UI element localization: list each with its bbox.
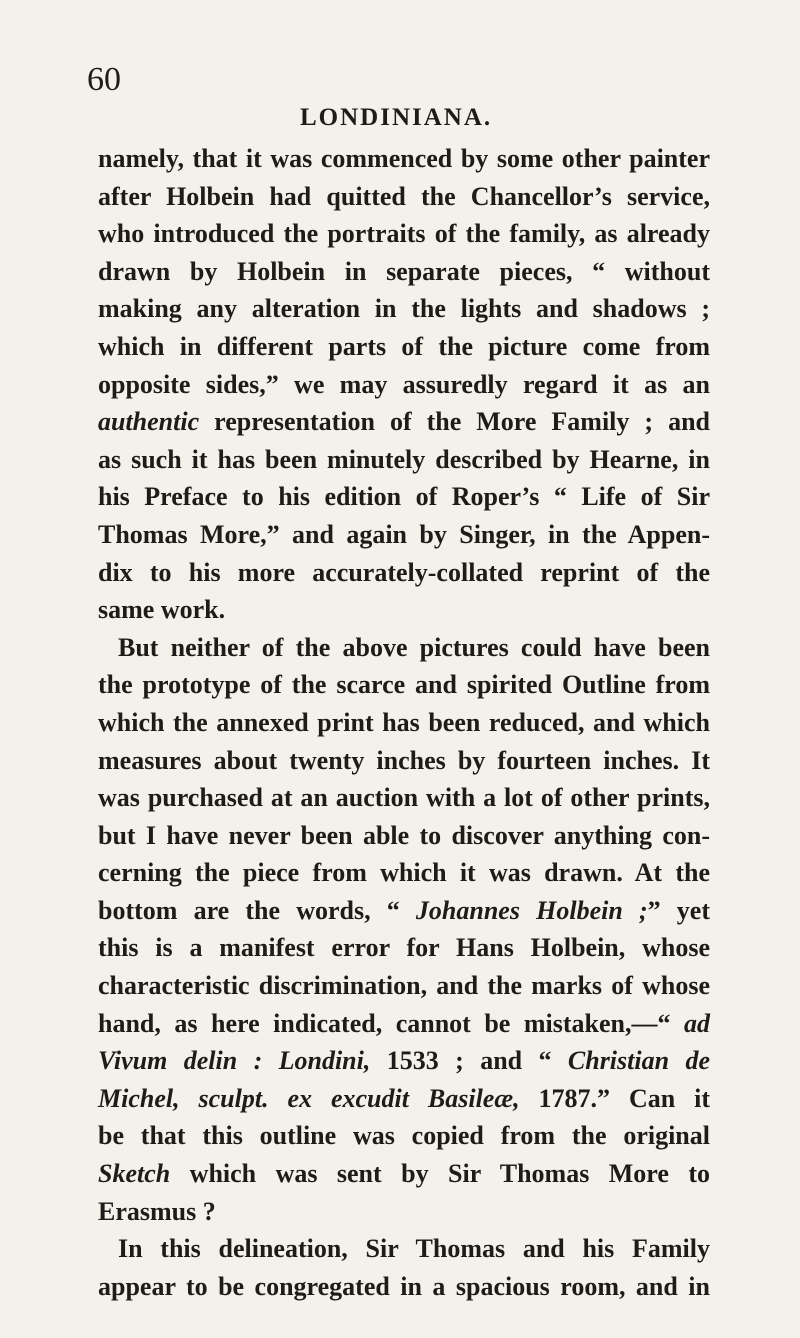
text-line: characteristic discrimination, and the marks of whose (98, 971, 710, 1001)
text-segment: representation of the More Family ; and (199, 407, 710, 437)
text-segment: 1533 ; and “ (370, 1046, 568, 1076)
text-line: cerning the piece from which it was drawn. At the (98, 858, 710, 888)
text-segment: bottom are the words, “ (98, 895, 416, 925)
text-line: as such it has been minutely described by Hearne, in (98, 444, 710, 474)
text-line (98, 403, 710, 441)
text-line (98, 1080, 710, 1118)
text-segment: hand, as here indicated, cannot be mistaken,—“ (98, 1008, 684, 1038)
text-line: same work. (98, 595, 226, 625)
text-line: drawn by Holbein in separate pieces, “ without (98, 256, 710, 286)
text-segment: which was sent by Sir Thomas More to (170, 1159, 710, 1189)
italic-segment: authentic (98, 407, 200, 437)
text-line: In this delineation, Sir Thomas and his Family (118, 1234, 710, 1264)
text-line: making any alteration in the lights and shadows ; (98, 294, 710, 324)
text-line: be that this outline was copied from the original (98, 1121, 710, 1151)
text-line: measures about twenty inches by fourteen inches. It (98, 745, 710, 775)
running-head: LONDINIANA. (300, 104, 493, 131)
text-line (98, 1005, 710, 1043)
italic-segment: Vivum delin : Londini, (98, 1046, 371, 1076)
text-line: which the annexed print has been reduced, and which (98, 707, 710, 737)
text-line: Thomas More,” and again by Singer, in the Appen- (98, 519, 710, 549)
text-line: his Preface to his edition of Roper’s “ Life of Sir (98, 482, 710, 512)
text-line: dix to his more accurately-collated reprint of the (98, 557, 710, 587)
text-line: the prototype of the scarce and spirited Outline from (98, 670, 710, 700)
text-line: opposite sides,” we may assuredly regard it as an (98, 369, 710, 399)
italic-segment: Michel, sculpt. ex excudit Basileæ, (98, 1083, 520, 1113)
page-number: 60 (87, 61, 121, 98)
text-line: appear to be congregated in a spacious room, and in (98, 1271, 710, 1301)
italic-segment: Christian de (567, 1046, 710, 1076)
italic-segment: Sketch (98, 1159, 171, 1189)
text-line (98, 1155, 710, 1193)
text-segment: 1787.” Can it (519, 1083, 710, 1113)
text-line: but I have never been able to discover anything con- (98, 820, 710, 850)
text-line: namely, that it was commenced by some other painter (98, 144, 710, 173)
text-line: But neither of the above pictures could have been (118, 632, 710, 662)
text-line: after Holbein had quitted the Chancellor’s service, (98, 181, 710, 211)
italic-segment: ad (684, 1008, 710, 1038)
text-line: Erasmus ? (98, 1196, 216, 1226)
text-line: was purchased at an auction with a lot of other prints, (98, 783, 710, 813)
text-segment: ” yet (647, 895, 710, 925)
body-text (98, 140, 710, 1305)
text-line (98, 892, 710, 930)
text-line: who introduced the portraits of the family, as already (98, 219, 710, 249)
text-line: which in different parts of the picture come from (98, 331, 710, 361)
text-line (98, 1042, 710, 1080)
text-line: this is a manifest error for Hans Holbein, whose (98, 933, 710, 963)
italic-segment: Johannes Holbein ; (415, 895, 648, 925)
